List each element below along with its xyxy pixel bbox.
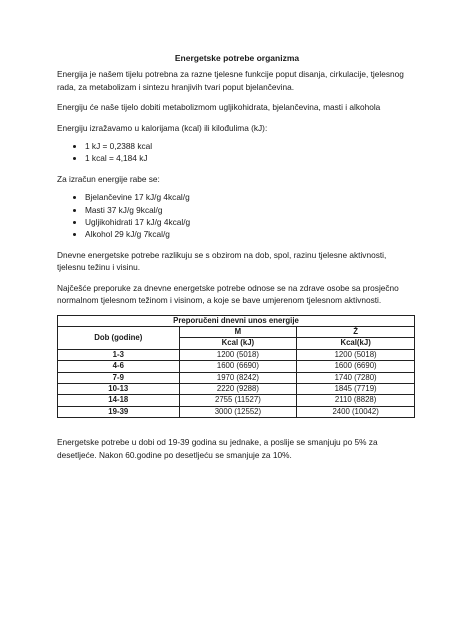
paragraph-aging: Energetske potrebe u dobi od 19-39 godina su jednake, a poslije se smanjuju po 5% za desetljeće. Nakon 60.godine po desetljeću se smanjuje za 10%. [57,437,378,460]
table-row [58,406,415,417]
cell-age: 7-9 [58,372,180,383]
paragraph-intro: Energija je našem tijelu potrebna za razne tjelesne funkcije poput disanja, cirkulacije, tjelesnog rada, za metabolizam i sintezu hranjivih tvari poput bjelančevina. [57,69,404,92]
document-content [57,52,417,469]
cell-age: 19-39 [58,406,180,417]
cell-female: 2110 (8828) [297,395,415,406]
list-item: • Ugljikohidrati 17 kJ/g 4kcal/g [85,216,417,228]
document-title: Energetske potrebe organizma [174,53,300,63]
energy-table [57,315,415,419]
table-row [58,361,415,372]
cell-age: 14-18 [58,395,180,406]
table-row [58,372,415,383]
list-item: • 1 kJ = 0,2388 kcal [85,140,417,152]
cell-male: 2755 (11527) [179,395,297,406]
paragraph-needs: Dnevne energetske potrebe razlikuju se s obzirom na dob, spol, razinu tjelesne aktivnosti, tjelesnu težinu i visinu. [57,249,387,273]
paragraph-calc: Za izračun energije rabe se: [57,173,160,184]
units-list [57,140,417,165]
cell-female: 1600 (6690) [297,361,415,372]
paragraph-units: Energiju izražavamo u kalorijama (kcal) ili kilođulima (kJ): [57,122,268,133]
table-row [58,383,415,394]
paragraph-metabolism: Energiju će naše tijelo dobiti metabolizmom ugljikohidrata, bjelančevina, masti i alkohola [57,102,381,113]
header-unit-female: Kcal(kJ) [297,338,415,349]
cell-male: 2220 (9288) [179,383,297,394]
cell-age: 10-13 [58,383,180,394]
cell-female: 1200 (5018) [297,349,415,360]
cell-female: 1740 (7280) [297,372,415,383]
nutrients-list [57,191,417,241]
list-item: • Masti 37 kJ/g 9kcal/g [85,204,417,216]
cell-female: 2400 (10042) [297,406,415,417]
list-item: • 1 kcal = 4,184 kJ [85,152,417,164]
cell-male: 1600 (6690) [179,361,297,372]
header-unit-male: Kcal (kJ) [179,338,297,349]
cell-male: 1200 (5018) [179,349,297,360]
table-row [58,395,415,406]
cell-male: 3000 (12552) [179,406,297,417]
table-caption: Preporučeni dnevni unos energije [58,315,415,326]
header-female: Ž [297,326,415,337]
list-item: • Bjelančevine 17 kJ/g 4kcal/g [85,191,417,203]
paragraph-recommendations: Najčešće preporuke za dnevne energetske potrebe odnose se na zdrave osobe sa prosječno normalnom tjelesnom težinom i visinom, a koje se bave umjerenom tjelesnom aktivnosti. [57,282,399,306]
cell-female: 1845 (7719) [297,383,415,394]
cell-age: 1-3 [58,349,180,360]
header-age: Dob (godine) [58,326,180,349]
cell-male: 1970 (8242) [179,372,297,383]
table-row [58,349,415,360]
list-item: • Alkohol 29 kJ/g 7kcal/g [85,228,417,240]
cell-age: 4-6 [58,361,180,372]
header-male: M [179,326,297,337]
